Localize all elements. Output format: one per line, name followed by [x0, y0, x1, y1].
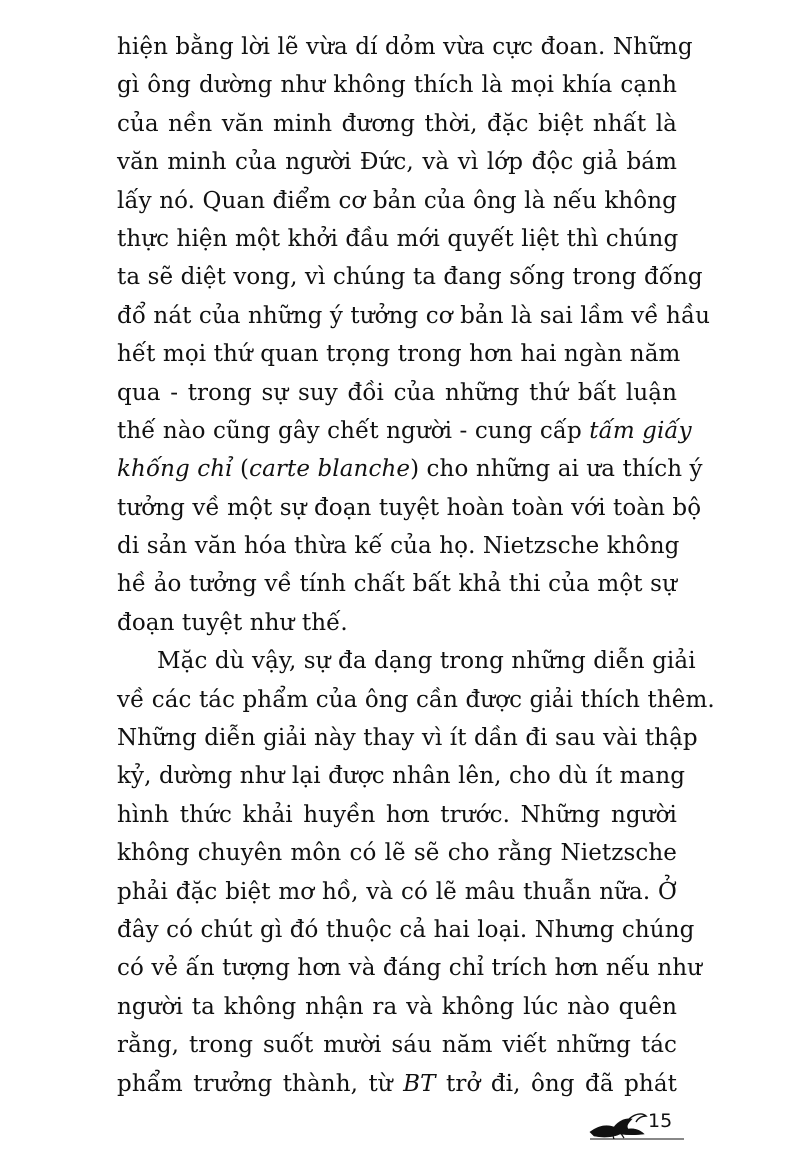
text-line: về các tác phẩm của ông cần được giải thích thêm.	[117, 686, 715, 713]
text-line: tưởng về một sự đoạn tuyệt hoàn toàn với toàn bộ	[117, 494, 702, 521]
text-line	[117, 412, 692, 450]
text-line: hết mọi thứ quan trọng trong hơn hai ngàn năm	[117, 341, 681, 368]
text-line: Mặc dù vậy, sự đa dạng trong những diễn giải	[157, 648, 696, 675]
page-number: 15	[648, 1110, 673, 1132]
text-line	[117, 450, 703, 488]
text-segment: (	[232, 456, 250, 483]
text-line: đổ nát của những ý tưởng cơ bản là sai lầm về hầu	[117, 302, 711, 329]
text-segment: ) cho những ai ưa thích ý	[410, 456, 703, 483]
page-footer	[584, 1108, 694, 1144]
text-segment: trở đi, ông đã phát	[435, 1070, 677, 1097]
text-line: có vẻ ấn tượng hơn và đáng chỉ trích hơn nếu như	[117, 955, 703, 982]
text-line: lấy nó. Quan điểm cơ bản của ông là nếu không	[117, 187, 677, 214]
italic-term: tấm giấy	[589, 417, 692, 444]
italic-term: carte blanche	[249, 456, 411, 483]
text-line: văn minh của người Đức, và vì lớp độc giả bám	[117, 149, 677, 176]
text-line: đoạn tuyệt như thế.	[117, 609, 348, 636]
text-line: hề ảo tưởng về tính chất bất khả thi của một sự	[117, 571, 677, 598]
text-line: hiện bằng lời lẽ vừa dí dỏm vừa cực đoan. Những	[117, 34, 693, 60]
text-line: đây có chút gì đó thuộc cả hai loại. Nhưng chúng	[117, 916, 695, 943]
text-line: ta sẽ diệt vong, vì chúng ta đang sống trong đống	[117, 264, 703, 291]
text-segment: phẩm trưởng thành, từ	[117, 1070, 404, 1097]
italic-term: BT	[403, 1070, 436, 1097]
paragraph-2	[117, 642, 715, 1103]
text-line: kỷ, dường như lại được nhân lên, cho dù ít mang	[117, 763, 686, 790]
text-line: rằng, trong suốt mười sáu năm viết những tác	[117, 1032, 677, 1059]
italic-term: khống chỉ	[117, 456, 233, 483]
text-line: của nền văn minh đương thời, đặc biệt nhất là	[117, 110, 677, 137]
paragraph-1	[117, 28, 711, 642]
text-line: di sản văn hóa thừa kế của họ. Nietzsche không	[117, 533, 680, 560]
text-line: thực hiện một khởi đầu mới quyết liệt thì chúng	[117, 225, 679, 252]
page-body	[117, 28, 715, 1103]
text-line: qua - trong sự suy đồi của những thứ bất luận	[117, 379, 677, 406]
text-line: người ta không nhận ra và không lúc nào quên	[117, 993, 677, 1020]
text-line: gì ông dường như không thích là mọi khía cạnh	[117, 72, 677, 99]
text-segment: thế nào cũng gây chết người - cung cấp	[117, 417, 590, 444]
text-line: hình thức khải huyền hơn trước. Những người	[117, 801, 677, 828]
text-line: không chuyên môn có lẽ sẽ cho rằng Nietzsche	[117, 840, 677, 867]
text-line: Những diễn giải này thay vì ít dần đi sau vài thập	[117, 725, 698, 752]
text-line: phải đặc biệt mơ hồ, và có lẽ mâu thuẫn nữa. Ở	[117, 878, 677, 905]
quill-pen-icon	[584, 1108, 694, 1144]
text-line	[117, 1065, 677, 1103]
